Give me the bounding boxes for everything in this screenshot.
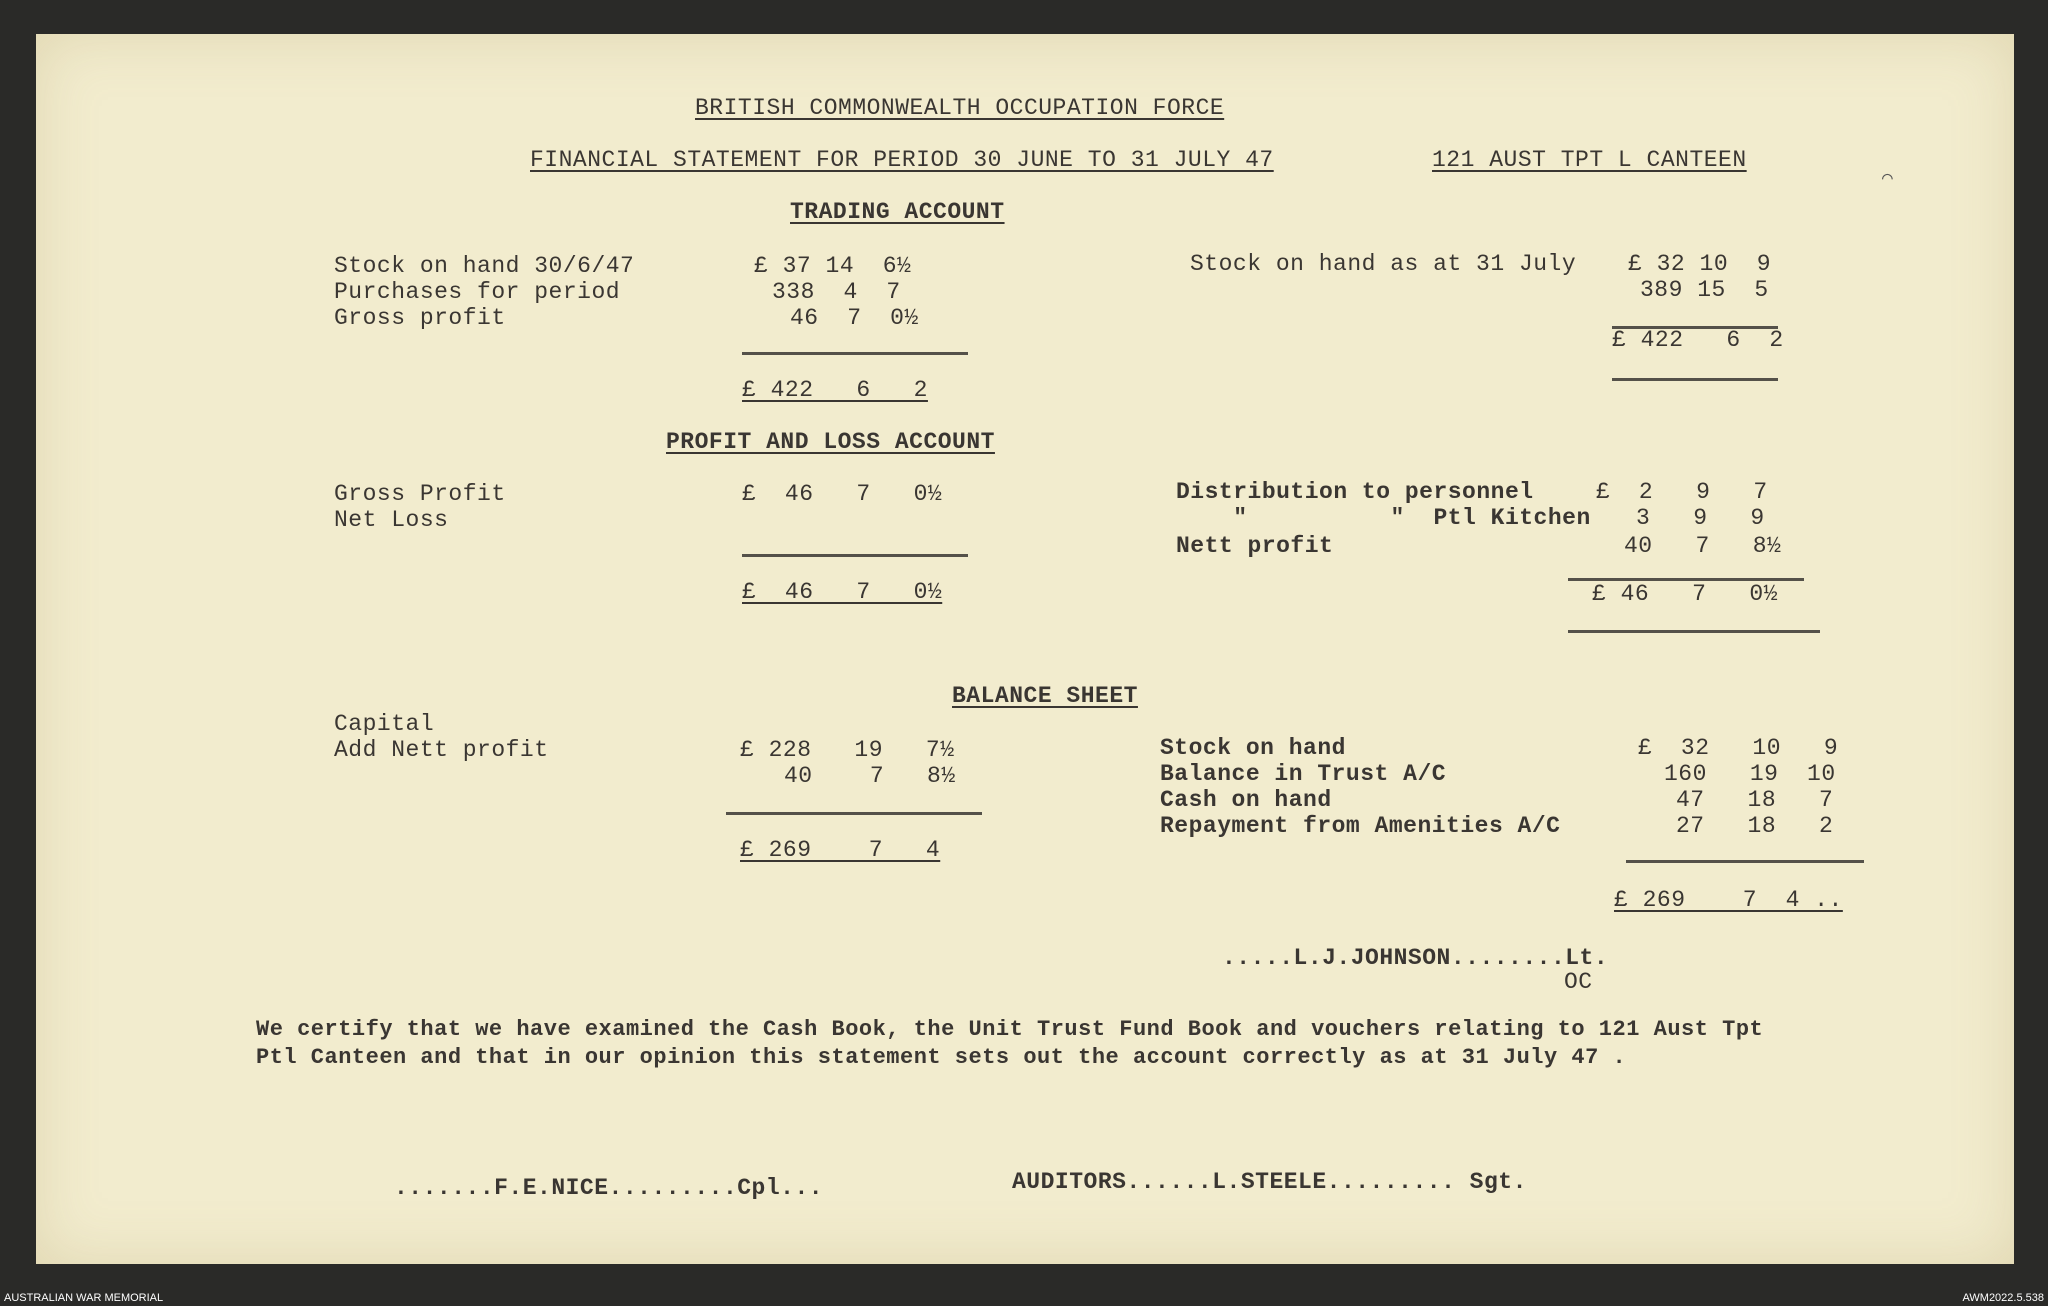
balance-left-value-2: £ 228 19 7½ <box>740 737 955 763</box>
trading-left-value-2: 338 4 7 <box>772 279 901 305</box>
document-page <box>36 34 2014 1264</box>
pl-right-label-2: " " Ptl Kitchen <box>1176 505 1591 531</box>
pl-right-value-3: 40 7 8½ <box>1624 533 1782 559</box>
certification-line-1: We certify that we have examined the Cash Book, the Unit Trust Fund Book and vouchers relating to 121 Aust Tpt <box>256 1017 1764 1042</box>
pl-right-label-1: Distribution to personnel <box>1176 479 1534 505</box>
balance-right-value-2: 160 19 10 <box>1664 761 1836 787</box>
trading-left-value-1: £ 37 14 6½ <box>754 253 912 279</box>
balance-right-value-1: £ 32 10 9 <box>1638 735 1839 761</box>
pl-right-label-3: Nett profit <box>1176 533 1334 559</box>
balance-right-label-1: Stock on hand <box>1160 735 1346 761</box>
balance-right-label-4: Repayment from Amenities A/C <box>1160 813 1561 839</box>
trading-right-label-1: Stock on hand as at 31 July <box>1190 251 1577 277</box>
pl-right-total: £ 46 7 0½ <box>1592 581 1778 607</box>
balance-sheet-heading: BALANCE SHEET <box>952 683 1138 709</box>
balance-right-label-3: Cash on hand <box>1160 787 1332 813</box>
balance-right-rule <box>1626 860 1864 863</box>
balance-left-label-1: Capital <box>334 711 435 737</box>
trading-right-value-2: 389 15 5 <box>1640 277 1769 303</box>
trading-left-label-1: Stock on hand 30/6/47 <box>334 253 635 279</box>
margin-mark: ◠ <box>1882 170 1893 190</box>
balance-right-value-3: 47 18 7 <box>1676 787 1834 813</box>
archive-reference: AWM2022.5.538 <box>1962 1292 2044 1304</box>
certification-line-2: Ptl Canteen and that in our opinion this statement sets out the account correctly as at 31 July 47 . <box>256 1045 1627 1070</box>
trading-left-label-3: Gross profit <box>334 305 506 331</box>
document-title: BRITISH COMMONWEALTH OCCUPATION FORCE <box>695 95 1225 121</box>
trading-right-value-1: £ 32 10 9 <box>1628 251 1772 277</box>
balance-right-label-2: Balance in Trust A/C <box>1160 761 1447 787</box>
balance-right-total: £ 269 7 4 .. <box>1614 887 1843 913</box>
pl-left-value-1: £ 46 7 0½ <box>742 481 943 507</box>
pl-right-value-1: £ 2 9 7 <box>1596 479 1768 505</box>
trading-left-value-3: 46 7 0½ <box>790 305 919 331</box>
pl-left-rule <box>742 554 968 557</box>
trading-right-rule-bottom <box>1612 378 1778 381</box>
trading-right-total: £ 422 6 2 <box>1612 327 1784 353</box>
pl-right-value-2: 3 9 9 <box>1636 505 1765 531</box>
oc-signature-line: .....L.J.JOHNSON........Lt. <box>1222 945 1609 971</box>
auditor-signature-left: .......F.E.NICE.........Cpl... <box>394 1175 824 1201</box>
pl-left-label-2: Net Loss <box>334 507 449 533</box>
auditor-signature-right: AUDITORS......L.STEELE......... Sgt. <box>1012 1169 1527 1195</box>
unit-name: 121 AUST TPT L CANTEEN <box>1432 147 1747 173</box>
pl-left-label-1: Gross Profit <box>334 481 506 507</box>
trading-account-heading: TRADING ACCOUNT <box>790 199 1005 225</box>
trading-left-total: £ 422 6 2 <box>742 377 928 403</box>
archive-credit: AUSTRALIAN WAR MEMORIAL <box>4 1292 164 1304</box>
pl-left-total: £ 46 7 0½ <box>742 579 943 605</box>
profit-loss-heading: PROFIT AND LOSS ACCOUNT <box>666 429 995 455</box>
balance-left-label-2: Add Nett profit <box>334 737 549 763</box>
trading-left-rule <box>742 352 968 355</box>
balance-left-total: £ 269 7 4 <box>740 837 941 863</box>
balance-right-value-4: 27 18 2 <box>1676 813 1834 839</box>
oc-rank: OC <box>1564 969 1593 995</box>
statement-period: FINANCIAL STATEMENT FOR PERIOD 30 JUNE TO 31 JULY 47 <box>530 147 1274 173</box>
trading-left-label-2: Purchases for period <box>334 279 621 305</box>
pl-right-rule-bottom <box>1568 630 1820 633</box>
balance-left-value-3: 40 7 8½ <box>784 763 956 789</box>
balance-left-rule <box>726 812 982 815</box>
